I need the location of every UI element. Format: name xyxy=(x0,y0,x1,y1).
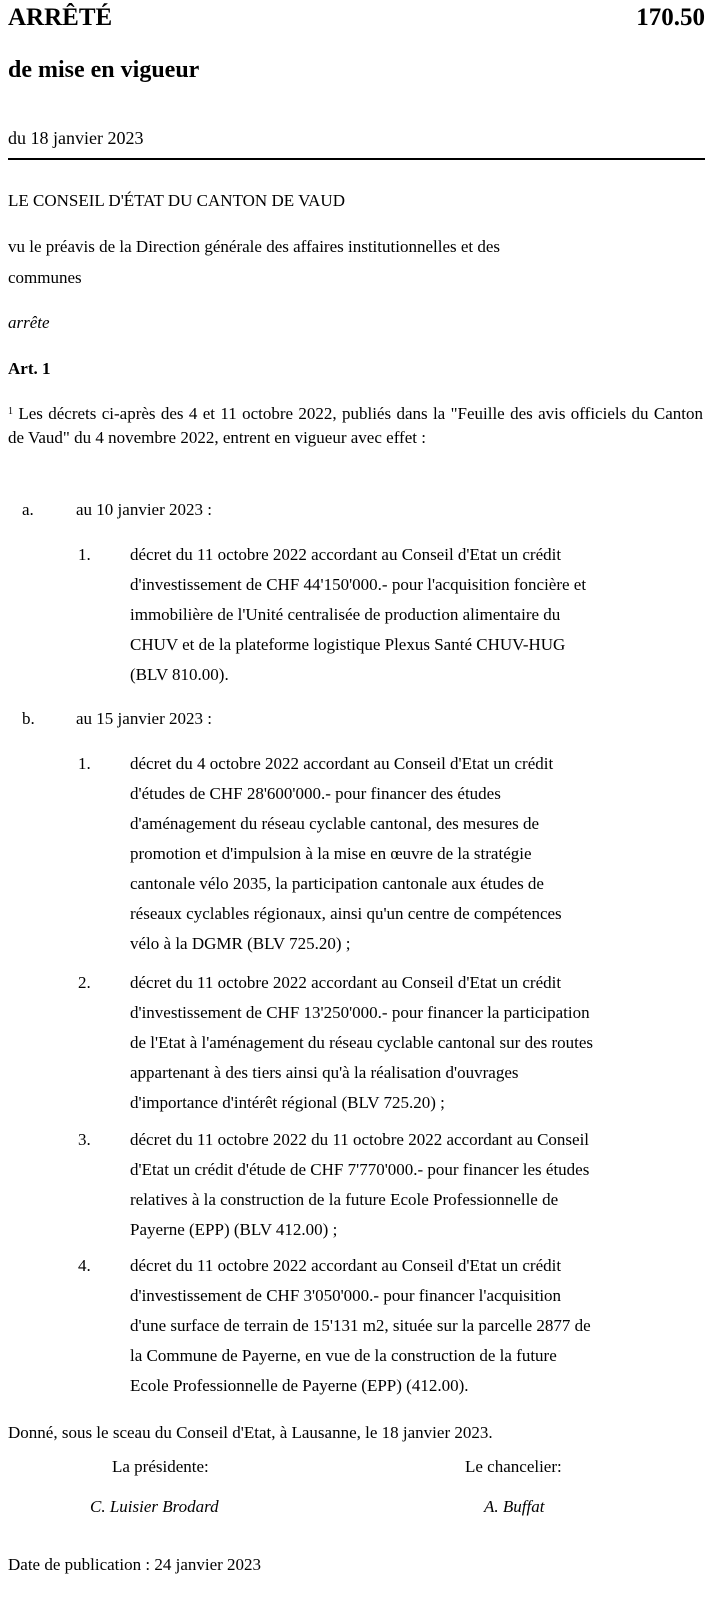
item-text: décret du 4 octobre 2022 accordant au Conseil d'Etat un crédit d'études de CHF 28'600'000.- pour financer des études d'aménagement du réseau cyclable cantonal, des mesures de promotion et d'impulsion à la mise en œuvre de la stratégie cantonale vélo 2035, la participation cantonale aux études de réseaux cyclables régionaux, ainsi qu'un centre de compétences vélo à la DGMR (BLV 725.20) ; xyxy=(130,754,562,953)
preamble-line-1: vu le préavis de la Direction générale des affaires institutionnelles et des xyxy=(8,237,501,256)
item-text: décret du 11 octobre 2022 du 11 octobre 2022 accordant au Conseil d'Etat un crédit d'étude de CHF 7'770'000.- pour financer les études relatives à la construction de la future Ecole Professionnelle de Payerne (EPP) (BLV 412.00) ; xyxy=(130,1130,590,1239)
chancellor-signature: A. Buffat xyxy=(484,1497,545,1516)
item-number: 1. xyxy=(78,545,91,564)
document-number: 170.50 xyxy=(636,4,705,31)
item-text: décret du 11 octobre 2022 accordant au Conseil d'Etat un crédit d'investissement de CHF 13'250'000.- pour financer la participation de l'Etat à l'aménagement du réseau cyclable cantonal sur des routes appartenant à des tiers ainsi qu'à la réalisation d'ouvrages d'importance d'intérêt régional (BLV 725.20) ; xyxy=(130,973,594,1112)
paragraph-text: Les décrets ci-après des 4 et 11 octobre 2022, publiés dans la "Feuille des avis officiels du Canton de Vaud" du 4 novembre 2022, entrent en vigueur avec effet : xyxy=(8,404,704,447)
preamble-line-2: communes xyxy=(8,268,82,287)
authority: LE CONSEIL D'ÉTAT DU CANTON DE VAUD xyxy=(8,191,345,210)
item-number: 3. xyxy=(78,1130,91,1149)
president-title: La présidente: xyxy=(112,1457,209,1476)
item-text: décret du 11 octobre 2022 accordant au Conseil d'Etat un crédit d'investissement de CHF 44'150'000.- pour l'acquisition foncière et immobilière de l'Unité centralisée de production alimentaire du CHUV et de la plateforme logistique Plexus Santé CHUV-HUG (BLV 810.00). xyxy=(130,545,587,684)
chancellor-title: Le chancelier: xyxy=(465,1457,562,1476)
document-date: du 18 janvier 2023 xyxy=(8,128,144,148)
section-letter-b: b. xyxy=(22,709,35,728)
paragraph-number: 1 xyxy=(8,406,13,417)
article-heading: Art. 1 xyxy=(8,359,51,378)
header-divider xyxy=(8,158,705,160)
publication-date: Date de publication : 24 janvier 2023 xyxy=(8,1555,262,1574)
document-subtitle: de mise en vigueur xyxy=(8,57,200,83)
item-number: 4. xyxy=(78,1256,91,1275)
given-statement: Donné, sous le sceau du Conseil d'Etat, à Lausanne, le 18 janvier 2023. xyxy=(8,1423,493,1442)
item-number: 1. xyxy=(78,754,91,773)
president-signature: C. Luisier Brodard xyxy=(90,1497,219,1516)
section-letter-a: a. xyxy=(22,500,34,519)
section-heading-a: au 10 janvier 2023 : xyxy=(76,500,212,519)
arrete-word: arrête xyxy=(8,313,50,332)
article-paragraph xyxy=(8,402,703,450)
section-heading-b: au 15 janvier 2023 : xyxy=(76,709,212,728)
item-text: décret du 11 octobre 2022 accordant au Conseil d'Etat un crédit d'investissement de CHF 3'050'000.- pour financer l'acquisition d'une surface de terrain de 15'131 m2, située sur la parcelle 2877 de la Commune de Payerne, en vue de la construction de la future Ecole Professionnelle de Payerne (EPP) (412.00). xyxy=(130,1256,591,1395)
document-title: ARRÊTÉ xyxy=(8,4,113,31)
item-number: 2. xyxy=(78,973,91,992)
